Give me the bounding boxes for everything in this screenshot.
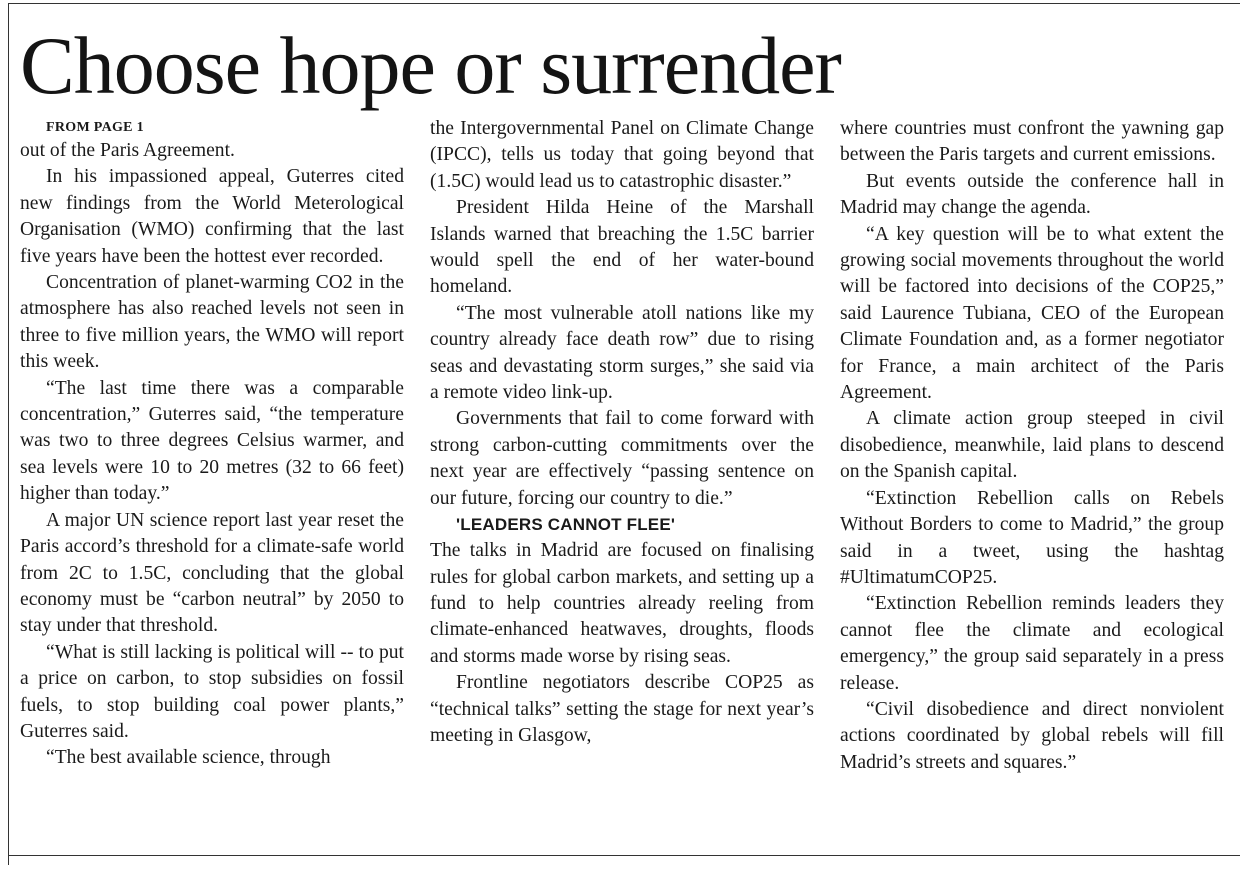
kicker: FROM PAGE 1 <box>46 120 144 135</box>
left-rule <box>8 3 9 865</box>
paragraph: where countries must confront the yawning gap between the Paris targets and current emissions. <box>840 118 1224 166</box>
top-rule <box>8 3 1240 4</box>
paragraph: Governments that fail to come forward with strong carbon-cutting commitments over the next year are effectively “passing sentence on our future, forcing our country to die.” <box>430 408 814 509</box>
paragraph: President Hilda Heine of the Marshall Islands warned that breaching the 1.5C barrier would spell the end of her water-bound homeland. <box>430 197 814 298</box>
paragraph: In his impassioned appeal, Guterres cited new findings from the World Meterological Organisation (WMO) confirming that the last five years have been the hottest ever recorded. <box>20 166 404 267</box>
column-1 <box>20 118 404 772</box>
column-3 <box>840 116 1224 776</box>
column-2 <box>430 116 814 749</box>
paragraph: Concentration of planet-warming CO2 in the atmosphere has also reached levels not seen in three to five million years, the WMO will report this week. <box>20 272 404 373</box>
paragraph: The talks in Madrid are focused on finalising rules for global carbon markets, and setting up a fund to help countries already reeling from climate-enhanced heatwaves, droughts, floods and storms made worse by rising seas. <box>430 540 814 667</box>
paragraph: “The last time there was a comparable concentration,” Guterres said, “the temperature was two to three degrees Celsius warmer, and sea levels were 10 to 20 metres (32 to 66 feet) higher than today.” <box>20 377 404 505</box>
paragraph: “Extinction Rebellion calls on Rebels Without Borders to come to Madrid,” the group said in a tweet, using the hashtag #UltimatumCOP25. <box>840 487 1224 588</box>
paragraph: Frontline negotiators describe COP25 as “technical talks” setting the stage for next year’s meeting in Glasgow, <box>430 672 814 746</box>
paragraph: “The most vulnerable atoll nations like my country already face death row” due to rising seas and devastating storm surges,” she said via a remote video link-up. <box>430 302 814 404</box>
paragraph: A climate action group steeped in civil disobedience, meanwhile, laid plans to descend on the Spanish capital. <box>840 408 1224 483</box>
paragraph: out of the Paris Agreement. <box>20 140 235 161</box>
paragraph: the Intergovernmental Panel on Climate Change (IPCC), tells us today that going beyond that (1.5C) would lead us to catastrophic disaster.” <box>430 118 814 192</box>
paragraph: “Civil disobedience and direct nonviolent actions coordinated by global rebels will fill Madrid’s streets and squares.” <box>840 698 1224 773</box>
paragraph: But events outside the conference hall in Madrid may change the agenda. <box>840 170 1224 219</box>
paragraph: “The best available science, through <box>46 747 331 769</box>
bottom-rule <box>8 855 1240 856</box>
subheading: 'LEADERS CANNOT FLEE' <box>456 515 676 535</box>
paragraph: “Extinction Rebellion reminds leaders they cannot flee the climate and ecological emergency,” the group said separately in a press release. <box>840 593 1224 694</box>
paragraph: “What is still lacking is political will -- to put a price on carbon, to stop subsidies on fossil fuels, to stop building coal power plants,” Guterres said. <box>20 641 404 742</box>
headline: Choose hope or surrender <box>20 20 841 111</box>
paragraph: “A key question will be to what extent the growing social movements throughout the world will be factored into decisions of the COP25,” said Laurence Tubiana, CEO of the European Climate Foundation and, as a former negotiator for France, a main architect of the Paris Agreement. <box>840 223 1224 404</box>
paragraph: A major UN science report last year reset the Paris accord’s threshold for a climate-safe world from 2C to 1.5C, concluding that the global economy must be “carbon neutral” by 2050 to stay under that threshold. <box>20 509 404 637</box>
